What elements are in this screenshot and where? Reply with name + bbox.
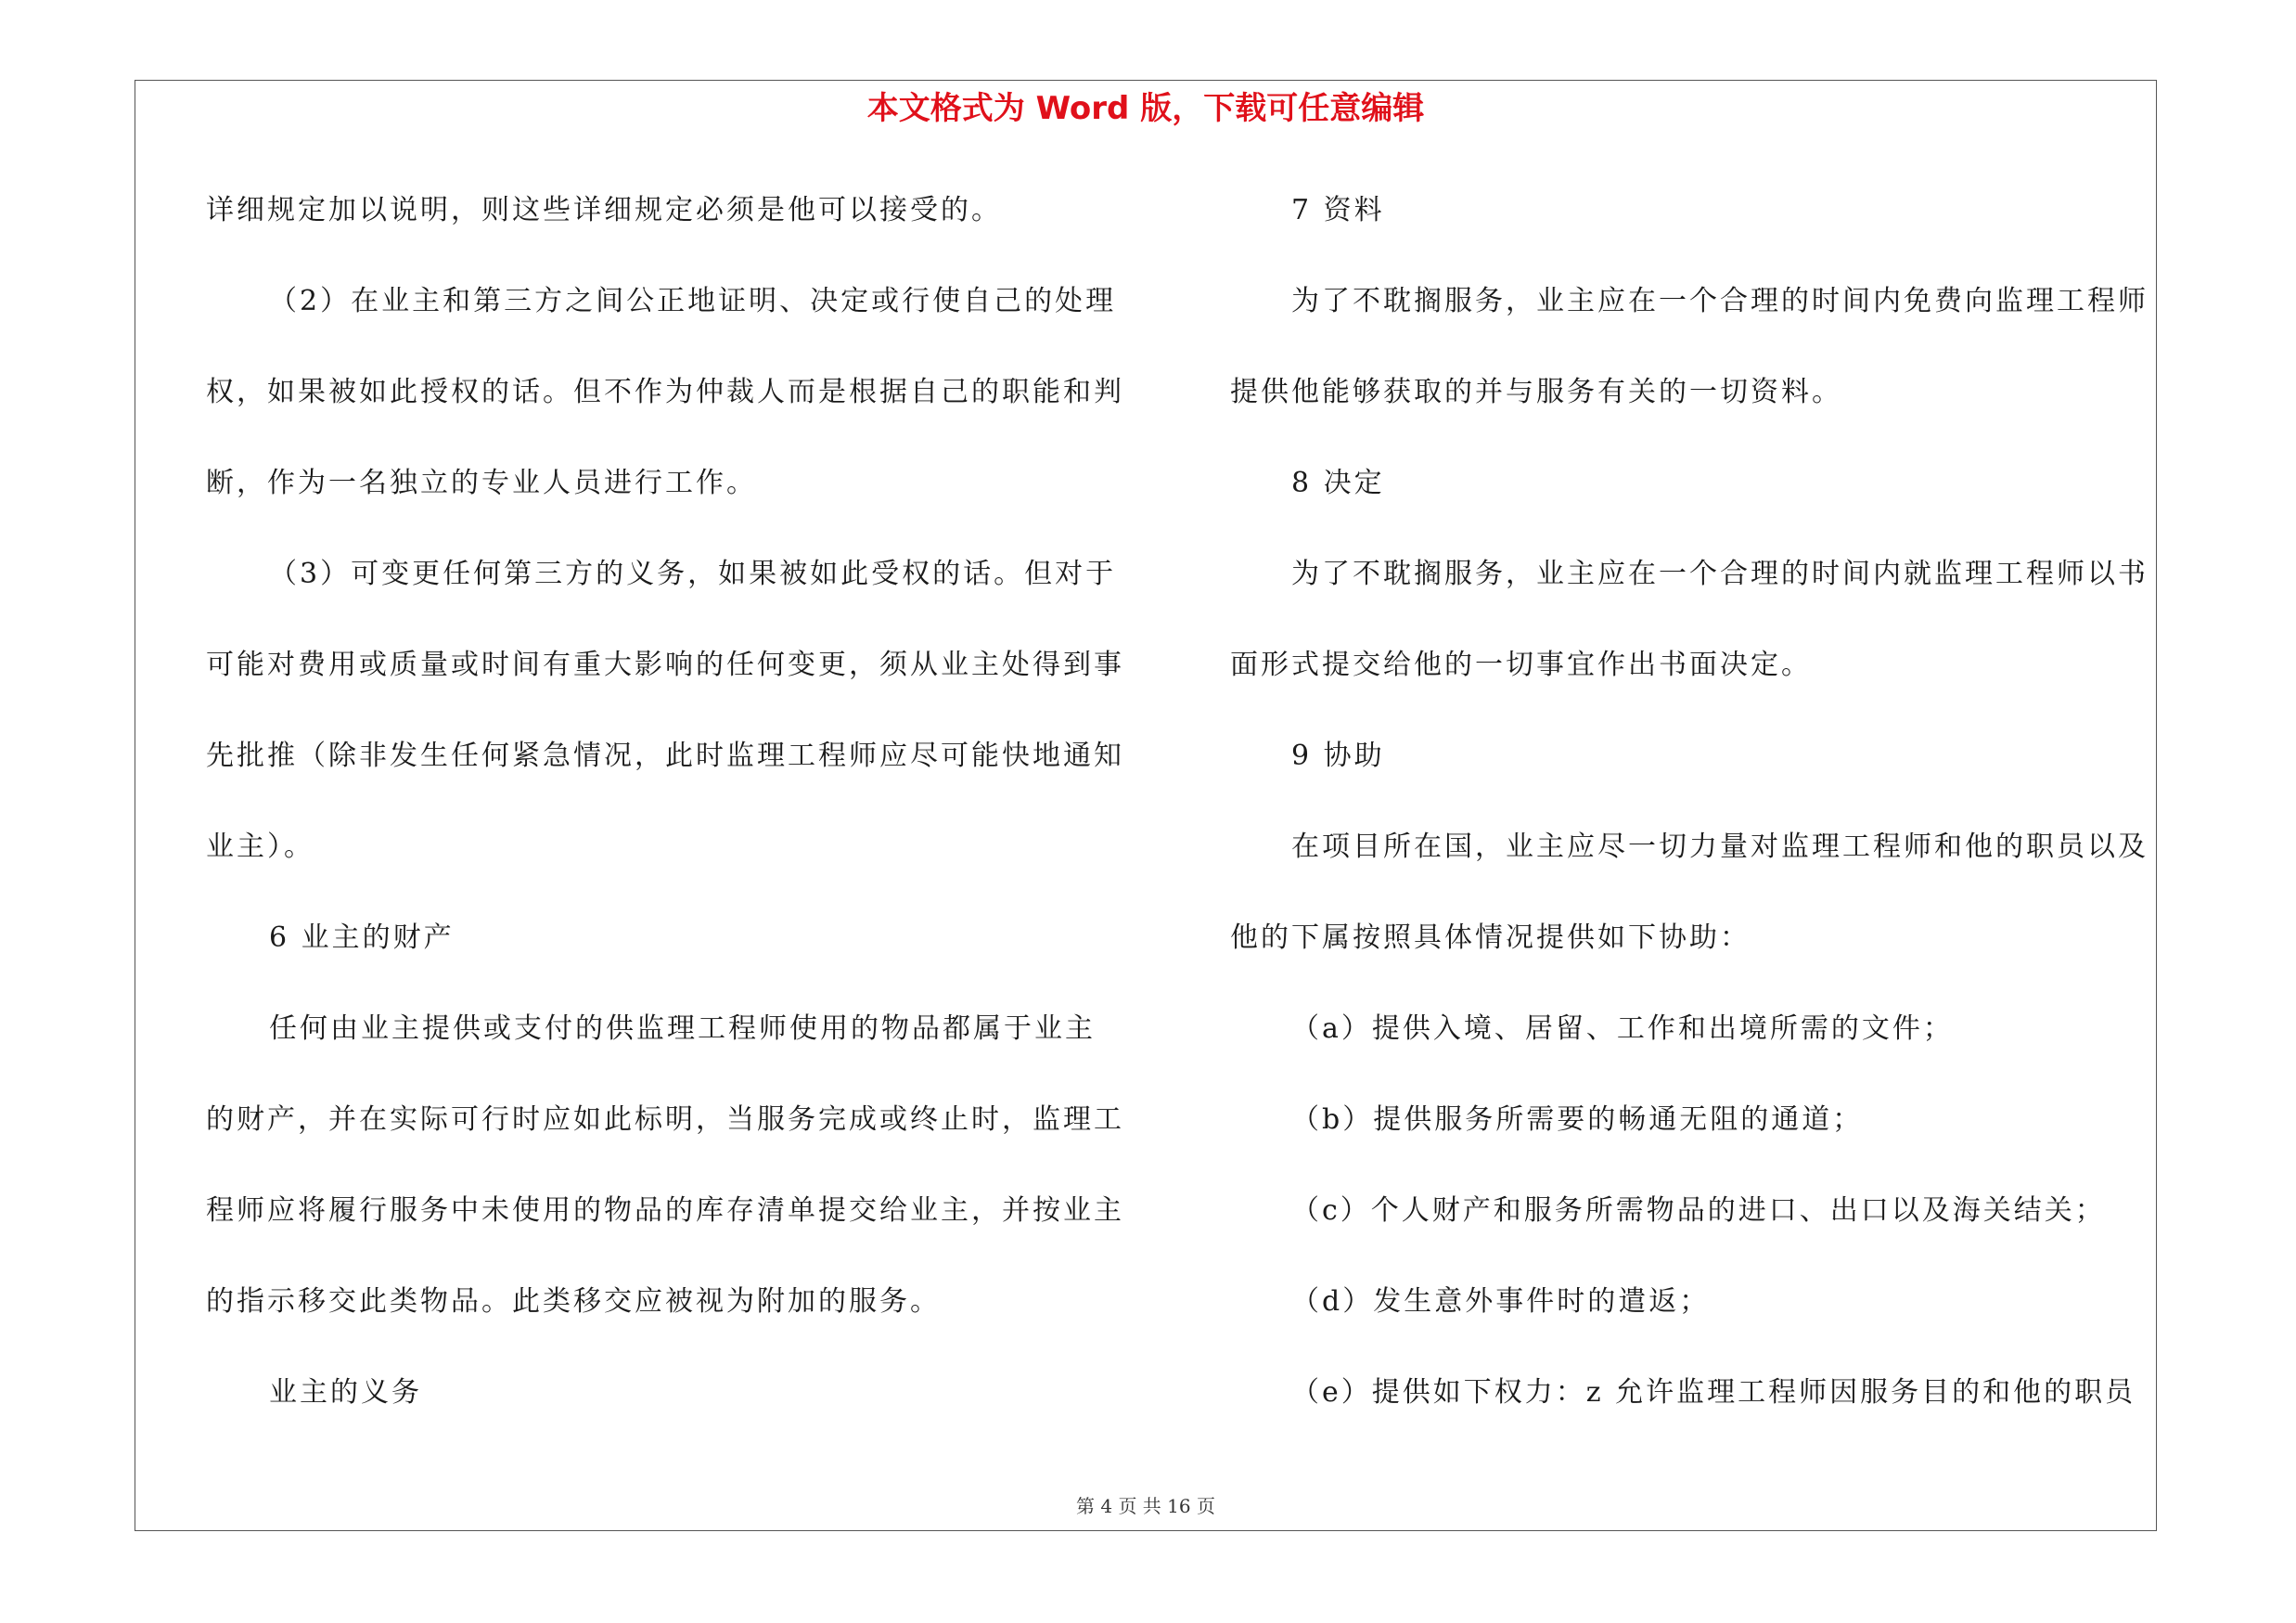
text-line: （2）在业主和第三方之间公正地证明、决定或行使自己的处理 bbox=[269, 285, 1117, 317]
text-line: 程师应将履行服务中未使用的物品的库存清单提交给业主，并按业主 bbox=[206, 1194, 1124, 1227]
text-line: 断，作为一名独立的专业人员进行工作。 bbox=[206, 467, 757, 499]
right-column bbox=[1230, 182, 2150, 1455]
text-line: （a）提供入境、居留、工作和出境所需的文件； bbox=[1291, 1012, 1954, 1045]
text-line: 7 资料 bbox=[1291, 194, 1385, 226]
text-line: （d）发生意外事件时的遣返； bbox=[1291, 1285, 1711, 1318]
left-column bbox=[206, 182, 1126, 1455]
text-line: 的指示移交此类物品。此类移交应被视为附加的服务。 bbox=[206, 1285, 941, 1318]
text-line: 先批推（除非发生任何紧急情况，此时监理工程师应尽可能快地通知 bbox=[206, 740, 1124, 772]
text-line: 8 决定 bbox=[1291, 467, 1385, 499]
text-line: 可能对费用或质量或时间有重大影响的任何变更，须从业主处得到事 bbox=[206, 649, 1124, 681]
text-line: 9 协助 bbox=[1291, 740, 1385, 772]
text-line: 为了不耽搁服务，业主应在一个合理的时间内免费向监理工程师 bbox=[1291, 285, 2148, 317]
text-line: 为了不耽搁服务，业主应在一个合理的时间内就监理工程师以书 bbox=[1291, 558, 2148, 590]
text-line: 提供他能够获取的并与服务有关的一切资料。 bbox=[1230, 376, 1842, 408]
text-line: 6 业主的财产 bbox=[269, 921, 455, 954]
text-line: 他的下属按照具体情况提供如下协助： bbox=[1230, 921, 1751, 954]
text-line: 的财产，并在实际可行时应如此标明，当服务完成或终止时，监理工 bbox=[206, 1103, 1124, 1136]
text-line: 业主）。 bbox=[206, 831, 314, 863]
text-line: （b）提供服务所需要的畅通无阻的通道； bbox=[1291, 1103, 1864, 1136]
text-line: 权，如果被如此授权的话。但不作为仲裁人而是根据自己的职能和判 bbox=[206, 376, 1124, 408]
text-line: （3）可变更任何第三方的义务，如果被如此受权的话。但对于 bbox=[269, 558, 1117, 590]
text-line: 业主的义务 bbox=[269, 1376, 422, 1409]
text-line: （c）个人财产和服务所需物品的进口、出口以及海关结关； bbox=[1291, 1194, 2106, 1227]
text-line: （e）提供如下权力：z 允许监理工程师因服务目的和他的职员 bbox=[1291, 1376, 2136, 1409]
page-footer: 第 4 页 共 16 页 bbox=[1076, 1495, 1215, 1517]
text-line: 在项目所在国，业主应尽一切力量对监理工程师和他的职员以及 bbox=[1291, 831, 2148, 863]
document-header: 本文格式为 Word 版，下载可任意编辑 bbox=[866, 90, 1425, 127]
text-line: 面形式提交给他的一切事宜作出书面决定。 bbox=[1230, 649, 1812, 681]
text-line: 任何由业主提供或支付的供监理工程师使用的物品都属于业主 bbox=[269, 1012, 1096, 1045]
text-line: 详细规定加以说明，则这些详细规定必须是他可以接受的。 bbox=[206, 194, 1002, 226]
